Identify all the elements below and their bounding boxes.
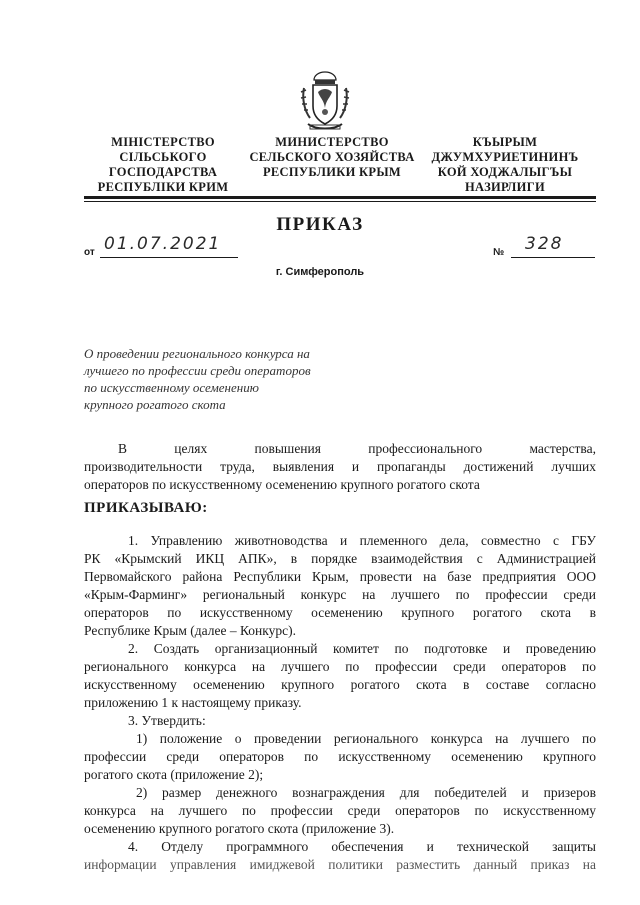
body-line: Республике Крым (далее – Конкурс). [84, 623, 297, 638]
body-line: профессии среди операторов по искусственному осеменению крупного [84, 749, 596, 764]
body-line: 2) размер денежного вознаграждения для победителей и призеров [136, 785, 596, 800]
header-line: МИНИСТЕРСТВО [275, 135, 389, 149]
body-line: 4. Отделу программного обеспечения и технической защиты [128, 839, 596, 854]
header-divider-thin [84, 201, 596, 202]
order-subject [84, 345, 364, 413]
body-line: операторов по искусственному осеменению крупного рогатого скота в [84, 605, 596, 620]
order-heading: ПРИКАЗЫВАЮ: [84, 500, 208, 516]
ministry-name-ukrainian [88, 135, 238, 195]
preamble-line: операторов по искусственному осеменению крупного рогатого скота [84, 477, 480, 492]
body-line: 3. Утвердить: [128, 713, 206, 728]
body-line: 2. Создать организационный комитет по подготовке и проведению [128, 641, 596, 656]
body-line: регионального конкурса на лучшего по профессии среди операторов по [84, 659, 596, 674]
body-line: рогатого скота (приложение 2); [84, 767, 264, 782]
header-line: ГОСПОДАРСТВА [108, 165, 218, 179]
body-line: РК «Крымский ИКЦ АПК», в порядке взаимодействия с Администрацией [84, 551, 596, 566]
body-line: осеменению крупного рогатого скота (приложение 3). [84, 821, 395, 836]
number-label: № [493, 247, 505, 258]
subject-line: лучшего по профессии среди операторов [84, 363, 311, 378]
preamble-line: производительности труда, выявления и пропаганды достижений лучших [84, 459, 596, 474]
preamble-line: В целях повышения профессионального мастерства, [118, 441, 596, 456]
subject-line: по искусственному осеменению [84, 380, 259, 395]
city-line: г. Симферополь [275, 266, 365, 278]
subject-line: крупного рогатого скота [84, 397, 226, 412]
header-line: РЕСПУБЛІКИ КРИМ [97, 180, 229, 194]
number-handwritten: 328 [511, 234, 595, 258]
header-line: НАЗИРЛИГИ [465, 180, 545, 194]
header-line: МІНІСТЕРСТВО [111, 135, 215, 149]
body-line: приложению 1 к настоящему приказу. [84, 695, 302, 710]
body-line: конкурса на лучшего по профессии среди операторов по искусственному [84, 803, 596, 818]
header-divider-thick [84, 196, 596, 199]
header-line: КОЙ ХОДЖАЛЫГЪЫ [437, 165, 573, 179]
body-line: «Крым-Фарминг» региональный конкурс на лучшего по профессии среди [84, 587, 596, 602]
ministry-name-russian [243, 135, 421, 180]
preamble-paragraph [84, 440, 596, 494]
ministry-name-crimean-tatar [420, 135, 590, 195]
header-line: СІЛЬСЬКОГО [119, 150, 207, 164]
header-line: КЪЫРЫМ [472, 135, 538, 149]
date-label: от [84, 247, 95, 258]
order-body [84, 532, 596, 874]
coat-of-arms-emblem [296, 68, 354, 132]
date-handwritten: 01.07.2021 [100, 234, 238, 258]
header-line: РЕСПУБЛИКИ КРЫМ [262, 165, 402, 179]
body-line: 1. Управлению животноводства и племенного дела, совместно с ГБУ [128, 533, 596, 548]
document-title: ПРИКАЗ [276, 214, 364, 235]
subject-line: О проведении регионального конкурса на [84, 346, 310, 361]
header-line: СЕЛЬСКОГО ХОЗЯЙСТВА [249, 150, 415, 164]
header-line: ДЖУМХУРИЕТИНИНЪ [431, 150, 579, 164]
body-line: искусственному осеменению крупного рогатого скота в составе согласно [84, 677, 596, 692]
body-line: Первомайского района Республики Крым, провести на базе предприятия ООО [84, 569, 596, 584]
body-line: информации управления имиджевой политики разместить данный приказ на [84, 857, 596, 872]
body-line: 1) положение о проведении регионального конкурса на лучшего по [136, 731, 596, 746]
